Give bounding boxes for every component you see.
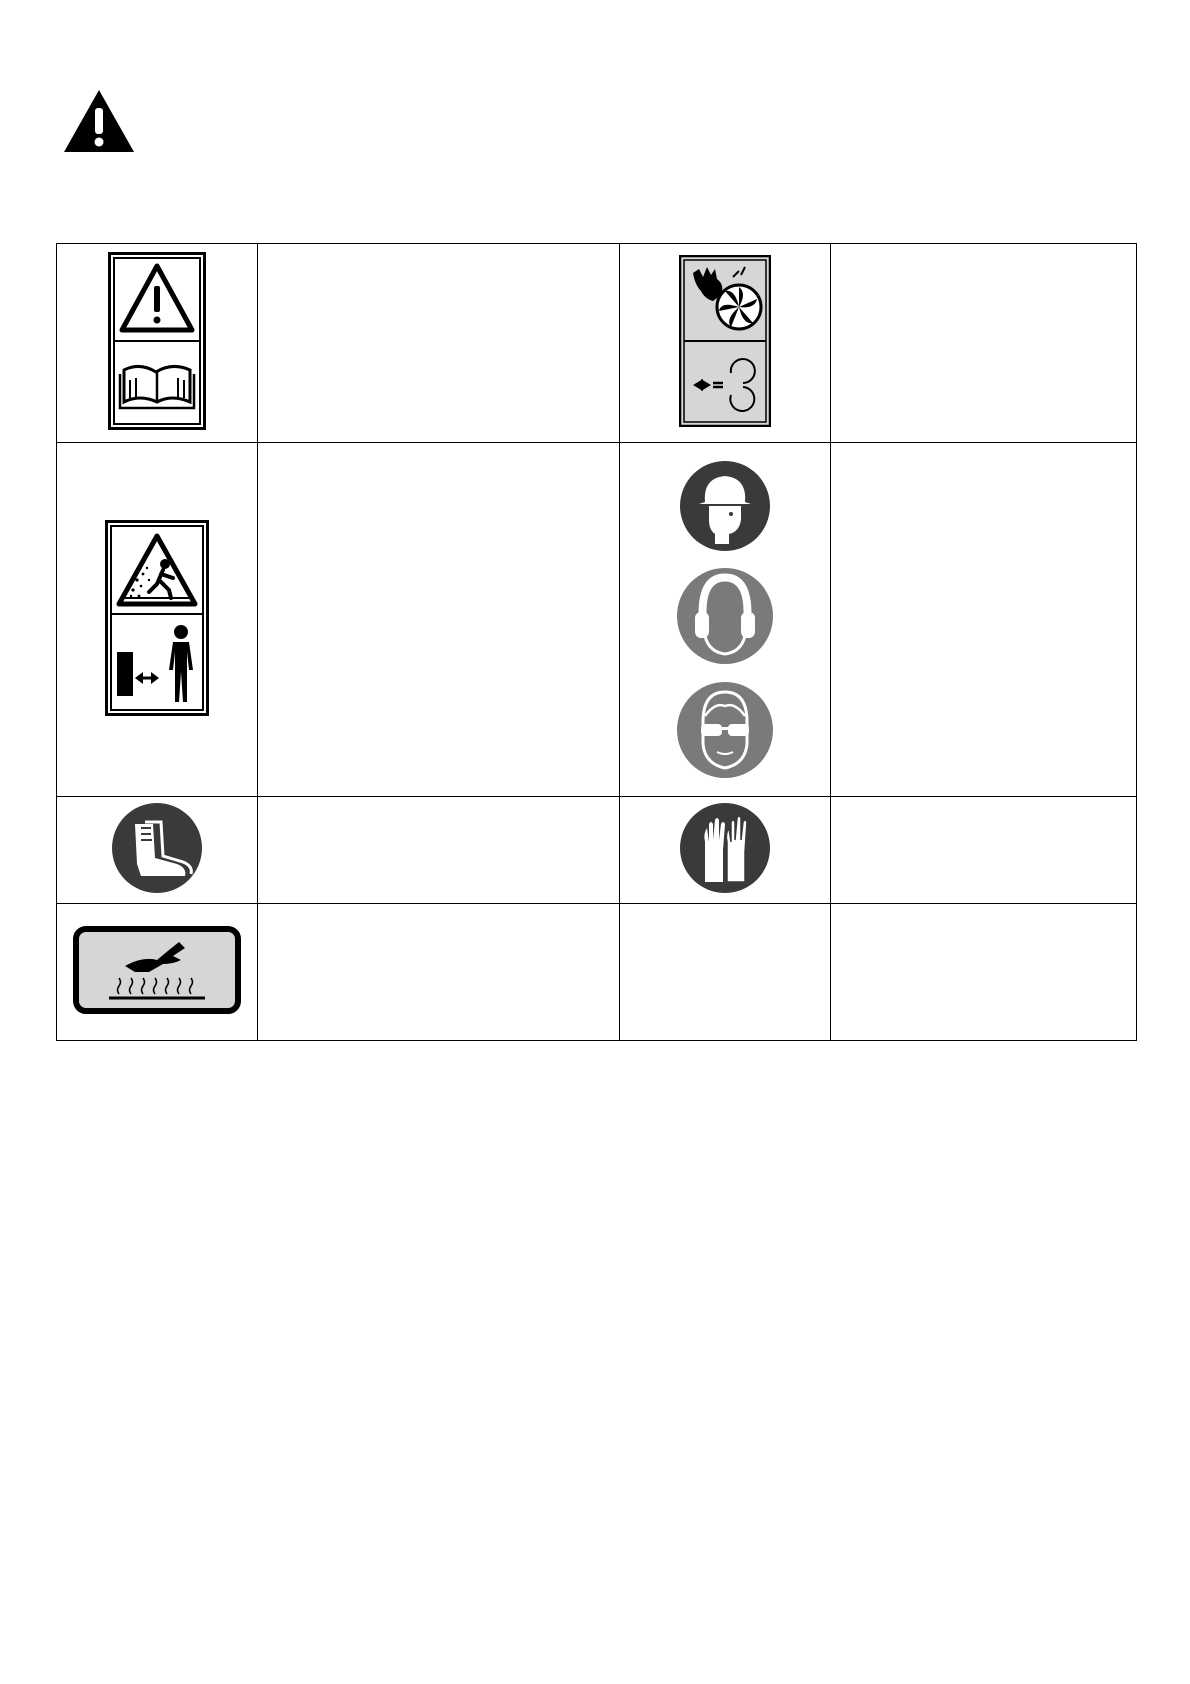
table-row [57,904,1137,1041]
table-row [57,443,1137,797]
symbol-description [831,443,1137,797]
safety-gloves-icon [679,802,771,894]
symbol-description [831,904,1137,1041]
symbol-description [831,797,1137,904]
empty-symbol-cell [620,904,831,1041]
safety-symbols-table [56,243,1137,1041]
symbol-description [258,443,620,797]
symbol-cell [57,904,258,1041]
symbol-cell [57,443,258,797]
symbol-cell [620,797,831,904]
warning-triangle-icon [62,88,136,154]
hot-surface-icon [73,926,241,1014]
warning-read-manual-icon [108,252,206,430]
rotating-impeller-hand-icon [679,255,771,427]
safety-helmet-icon [679,460,771,552]
symbol-cell [57,797,258,904]
symbol-description [258,904,620,1041]
table-row [57,244,1137,443]
safety-boots-icon [111,802,203,894]
safety-glasses-icon [675,680,775,780]
symbol-description [831,244,1137,443]
table-row [57,797,1137,904]
symbol-description [258,797,620,904]
symbol-description [258,244,620,443]
symbol-cell [620,443,831,797]
ear-protection-icon [675,566,775,666]
symbol-cell [620,244,831,443]
symbol-cell [57,244,258,443]
thrown-objects-keep-distance-icon [105,520,209,716]
